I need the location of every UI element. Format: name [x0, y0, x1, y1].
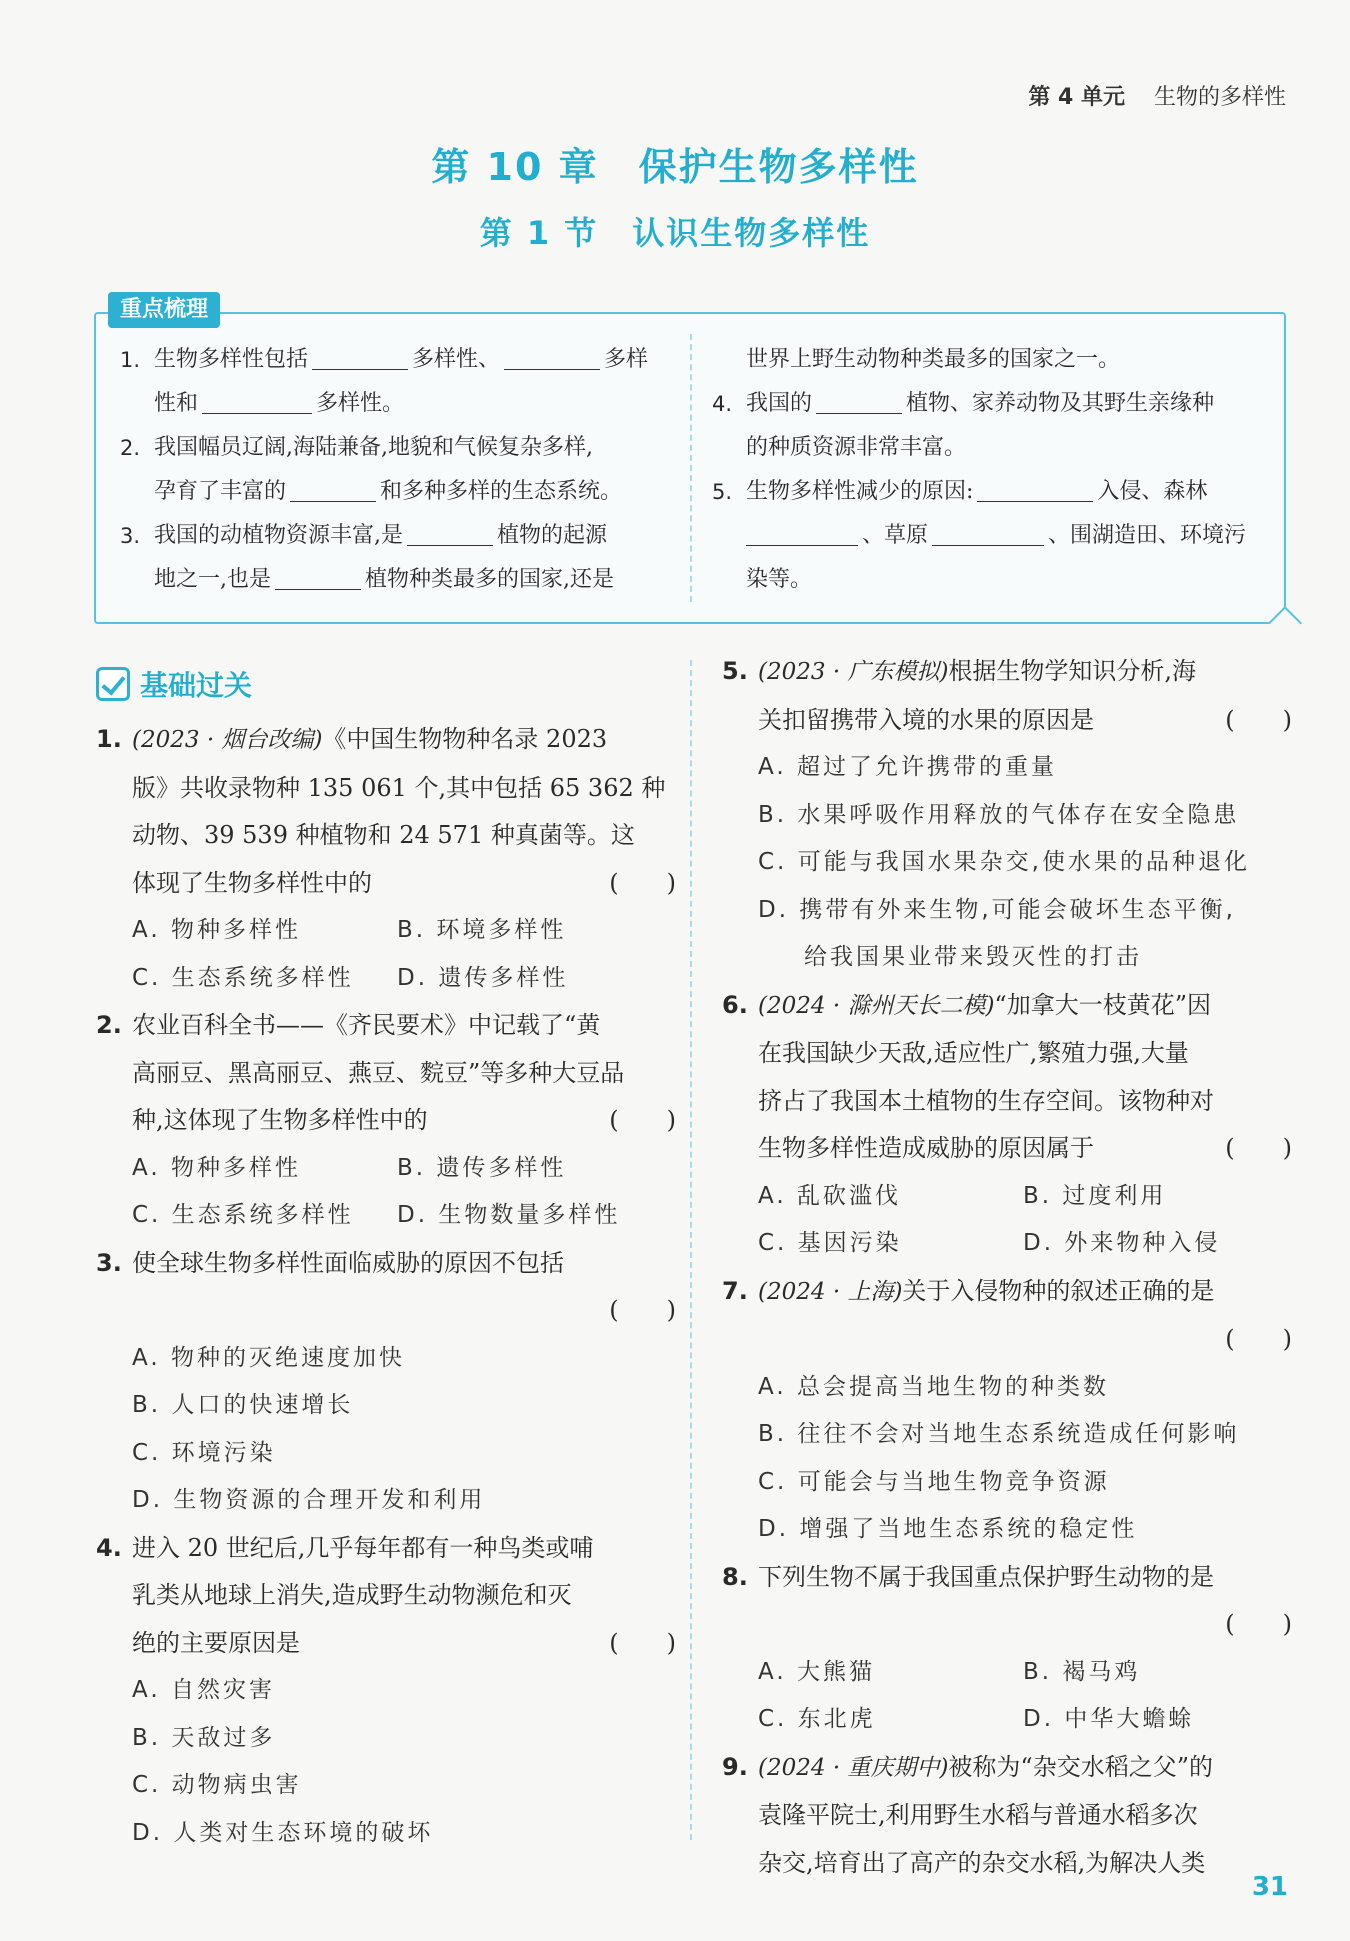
option-c[interactable]: C. 生态系统多样性: [132, 964, 354, 991]
option-c[interactable]: C. 环境污染: [132, 1439, 276, 1466]
question-6-options: [722, 1173, 1292, 1221]
option-a[interactable]: A. 乱砍滥伐: [758, 1182, 901, 1209]
fill-blank[interactable]: [746, 519, 858, 546]
option-b[interactable]: B. 天敌过多: [132, 1724, 276, 1751]
key-point-3: 3. 我国的动植物资源丰富,是 植物的起源: [120, 514, 670, 558]
option-d[interactable]: D. 增强了当地生态系统的稳定性: [758, 1516, 1138, 1542]
option-b[interactable]: B. 人口的快速增长: [132, 1392, 354, 1418]
column-divider: [690, 660, 692, 1840]
section-title: 第 1 节 认识生物多样性: [479, 214, 871, 252]
chapter-title: 第 10 章 保护生物多样性: [431, 145, 919, 189]
answer-bracket[interactable]: ( ): [609, 868, 676, 897]
question-1-options: [96, 907, 676, 955]
option-b[interactable]: B. 水果呼吸作用释放的气体存在安全隐患: [758, 801, 1240, 828]
key-points-right-column: [712, 338, 1272, 602]
basic-section-label: 基础过关: [140, 669, 253, 702]
key-point-2-cont: 孕育了丰富的 和多种多样的生态系统。: [120, 470, 670, 514]
key-point-5-cont: 、草原 、围湖造田、环境污: [712, 514, 1272, 558]
question-6: 6. (2024 · 滁州天长二模)“加拿大一枝黄花”因: [722, 990, 1211, 1019]
key-point-2: 2. 我国幅员辽阔,海陆兼备,地貌和气候复杂多样,: [120, 435, 593, 460]
answer-bracket[interactable]: ( ): [1225, 705, 1292, 734]
fill-blank[interactable]: [816, 387, 902, 414]
question-5: 5. (2023 · 广东模拟)根据生物学知识分析,海: [722, 657, 1197, 685]
option-d[interactable]: D. 遗传多样性: [397, 964, 569, 991]
fill-blank[interactable]: [932, 519, 1044, 546]
question-3: 3. 使全球生物多样性面临威胁的原因不包括: [96, 1248, 564, 1277]
option-c[interactable]: C. 基因污染: [758, 1230, 902, 1256]
option-c[interactable]: C. 生态系统多样性: [132, 1202, 354, 1228]
key-point-3-end: 世界上野生动物种类最多的国家之一。: [746, 347, 1121, 372]
key-point-5-end: 染等。: [746, 567, 813, 592]
question-2-options: [96, 1145, 676, 1193]
key-points-tag: 重点梳理: [108, 292, 220, 328]
option-b[interactable]: B. 褐马鸡: [1023, 1658, 1141, 1685]
key-point-3-cont: 地之一,也是 植物种类最多的国家,还是: [120, 558, 670, 602]
option-d-cont: 给我国果业带来毁灭性的打击: [804, 944, 1142, 970]
answer-bracket[interactable]: ( ): [609, 1106, 676, 1134]
option-d[interactable]: D. 携带有外来生物,可能会破坏生态平衡,: [758, 896, 1236, 923]
option-b[interactable]: B. 往往不会对当地生态系统造成任何影响: [758, 1421, 1240, 1447]
page-number: 31: [1251, 1872, 1288, 1902]
unit-number: 第 4 单元: [1028, 85, 1125, 110]
option-b[interactable]: B. 环境多样性: [397, 917, 567, 943]
option-d[interactable]: D. 人类对生态环境的破坏: [132, 1819, 434, 1846]
key-point-1-cont: 性和 多样性。: [120, 382, 670, 426]
fill-blank[interactable]: [312, 343, 408, 370]
option-b[interactable]: B. 遗传多样性: [397, 1154, 567, 1181]
key-points-divider: [690, 334, 692, 602]
key-points-left-column: [120, 338, 670, 602]
question-7: 7. (2024 · 上海)关于入侵物种的叙述正确的是: [722, 1276, 1215, 1305]
questions-right-column: 5. (2023 · 广东模拟)根据生物学知识分析,海 关扣留携带入境的水果的原因是 ( ) A. 超过了允许携带的重量 B. 水果呼吸作用释放的气体存在安全隐患 C. 可能与我国水果杂交,使水果的品种退化 D. 携带有外来生物,可能会破坏生态平衡, 给我国果业带来毁灭性的打击 6. (2024 · 滁州天长二模)“加拿大一枝黄花”因 在我国缺少天敌,适应性广,繁殖力强,大量 挤占了我国本土植物的生存空间。该物种对 生物多样性造成威胁的原因属于 ( ) A. 乱砍滥伐 B. 过度利用 C. 基因污染 D. 外来物种入侵 7. (2024 · 上海)关于入侵物种的叙述正确的是 ( ) A. 总会提高当地生物的种类数 B. 往往不会对当地生态系统造成任何影响 C. 可能会与当地生物竞争资源 D. 增强了当地生态系统的稳定性 8. 下列生物不属于我国重点保护野生动物的是 ( ) A. 大熊猫 B. 褐马鸡 C. 东北虎 D. 中华大蟾蜍 9. (2024 · 重庆期中)被称为“杂交水稻之父”的 袁隆平院士,利用野生水稻与普通水稻多次 杂交,培育出了高产的杂交水稻,为解决人类: [722, 648, 1292, 1887]
fill-blank[interactable]: [977, 475, 1093, 502]
key-point-5: 5. 生物多样性减少的原因: 入侵、森林: [712, 470, 1272, 514]
fill-blank[interactable]: [504, 343, 600, 370]
fill-blank[interactable]: [290, 475, 376, 502]
option-a[interactable]: A. 自然灾害: [132, 1677, 275, 1703]
option-c[interactable]: C. 可能与我国水果杂交,使水果的品种退化: [758, 849, 1250, 875]
fill-blank[interactable]: [275, 563, 361, 590]
key-point-4: 4. 我国的 植物、家养动物及其野生亲缘种: [712, 382, 1272, 426]
fill-blank[interactable]: [202, 387, 312, 414]
answer-bracket[interactable]: ( ): [1225, 1610, 1292, 1638]
option-a[interactable]: A. 大熊猫: [758, 1658, 875, 1685]
option-d[interactable]: D. 中华大蟾蜍: [1023, 1706, 1195, 1732]
questions-left-column: 1. (2023 · 烟台改编)《中国生物物种名录 2023 版》共收录物种 135 061 个,其中包括 65 362 种 动物、39 539 种植物和 24 571 种真菌等。这 体现了生物多样性中的 ( ) A. 物种多样性 B. 环境多样性 C. 生态系统多样性 D. 遗传多样性 2. 农业百科全书——《齐民要术》中记载了“黄 高丽豆、黑高丽豆、燕豆、䴷豆”等多种大豆品 种,这体现了生物多样性中的 ( ) A. 物种多样性 B. 遗传多样性 C. 生态系统多样性 D. 生物数量多样性 3. 使全球生物多样性面临威胁的原因不包括 ( ) A. 物种的灭绝速度加快 B. 人口的快速增长 C. 环境污染 D. 生物资源的合理开发和利用 4. 进入 20 世纪后,几乎每年都有一种鸟类或哺 乳类从地球上消失,造成野生动物濒危和灭 绝的主要原因是 ( ) A. 自然灾害 B. 天敌过多 C. 动物病虫害 D. 人类对生态环境的破坏: [96, 716, 676, 1857]
option-a[interactable]: A. 物种的灭绝速度加快: [132, 1344, 405, 1371]
option-a[interactable]: A. 总会提高当地生物的种类数: [758, 1373, 1109, 1400]
option-c[interactable]: C. 动物病虫害: [132, 1772, 302, 1798]
key-point-4-cont: 的种质资源非常丰富。: [746, 435, 967, 460]
question-1: 1. (2023 · 烟台改编)《中国生物物种名录 2023: [96, 725, 608, 753]
option-c[interactable]: C. 东北虎: [758, 1706, 876, 1732]
option-d[interactable]: D. 外来物种入侵: [1023, 1230, 1221, 1256]
option-a[interactable]: A. 物种多样性: [132, 917, 301, 943]
option-b[interactable]: B. 过度利用: [1023, 1182, 1167, 1209]
question-8: 8. 下列生物不属于我国重点保护野生动物的是: [722, 1562, 1214, 1591]
checkbox-icon: [96, 667, 130, 701]
option-a[interactable]: A. 物种多样性: [132, 1154, 301, 1181]
option-d[interactable]: D. 生物资源的合理开发和利用: [132, 1487, 486, 1513]
basic-section-header: [96, 664, 252, 704]
unit-title: 生物的多样性: [1153, 85, 1286, 110]
option-c[interactable]: C. 可能会与当地生物竞争资源: [758, 1468, 1110, 1495]
question-9: 9. (2024 · 重庆期中)被称为“杂交水稻之父”的: [722, 1752, 1213, 1781]
question-4: 4. 进入 20 世纪后,几乎每年都有一种鸟类或哺: [96, 1533, 594, 1562]
answer-bracket[interactable]: ( ): [609, 1296, 676, 1324]
unit-header: [1028, 80, 1286, 111]
question-2: 2. 农业百科全书——《齐民要术》中记载了“黄: [96, 1011, 601, 1039]
answer-bracket[interactable]: ( ): [1225, 1325, 1292, 1353]
key-point-1: 1. 生物多样性包括 多样性、 多样: [120, 338, 670, 382]
answer-bracket[interactable]: ( ): [609, 1628, 676, 1657]
fill-blank[interactable]: [407, 519, 493, 546]
answer-bracket[interactable]: ( ): [1225, 1134, 1292, 1162]
option-d[interactable]: D. 生物数量多样性: [397, 1202, 621, 1228]
option-a[interactable]: A. 超过了允许携带的重量: [758, 754, 1057, 780]
question-8-options: [722, 1649, 1292, 1697]
